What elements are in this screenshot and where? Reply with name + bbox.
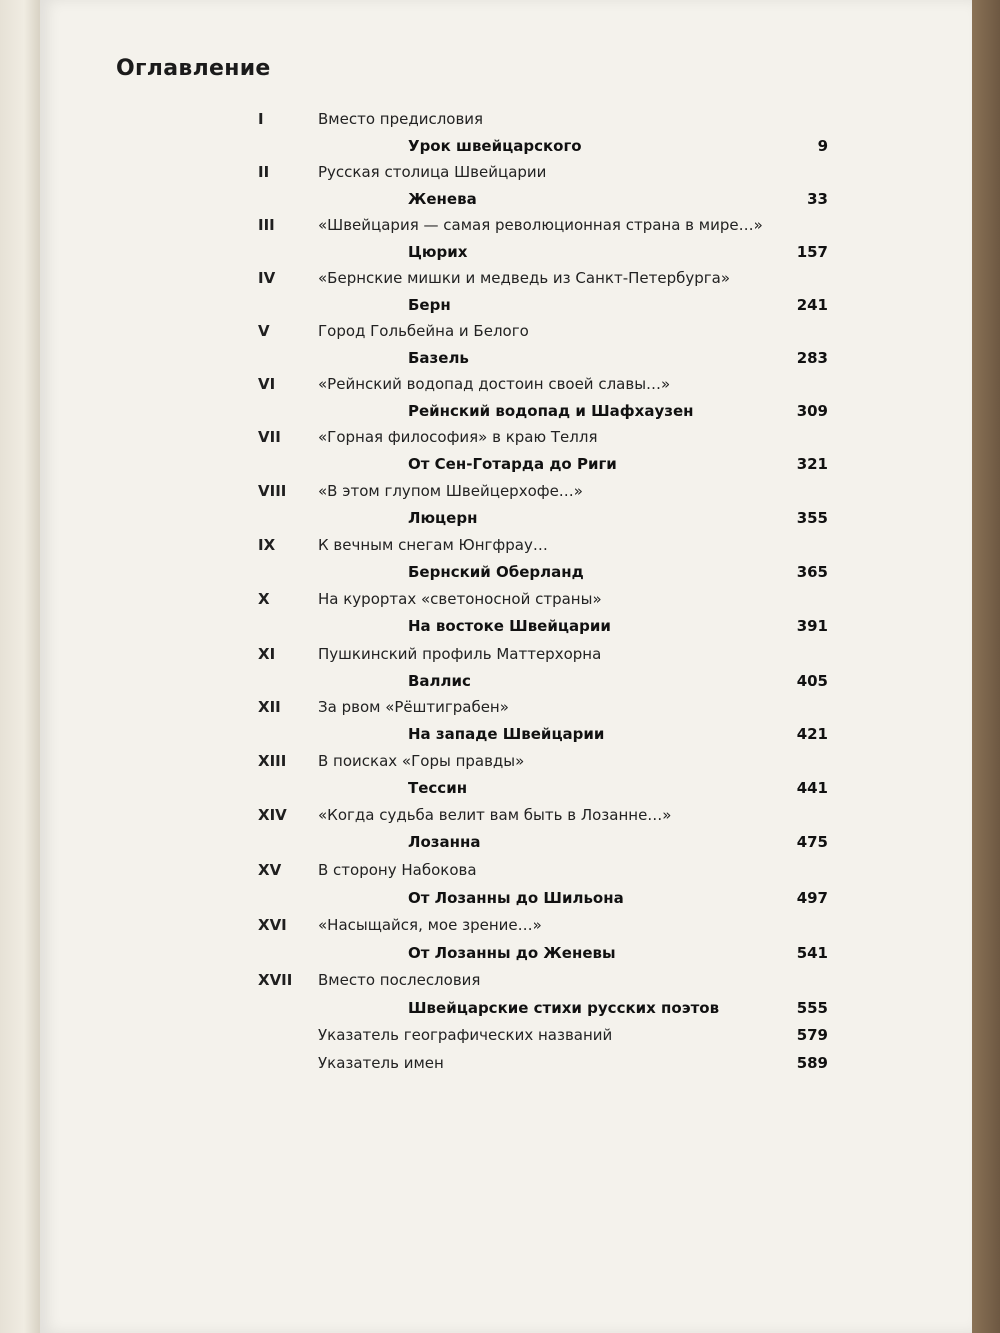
chapter-title: От Лозанны до Шильона (408, 889, 624, 907)
part-numeral: XVI (258, 916, 287, 934)
part-title: Вместо предисловия (318, 110, 484, 128)
toc-index-row (40, 1054, 972, 1080)
left-page-edge (0, 0, 40, 1333)
table-of-contents (40, 0, 972, 1333)
part-title: «В этом глупом Швейцерхофе…» (318, 482, 583, 500)
part-title: Русская столица Швейцарии (318, 163, 547, 181)
part-title: «Когда судьба велит вам быть в Лозанне…» (318, 806, 672, 824)
toc-chapter-row (40, 889, 972, 915)
toc-chapter-row (40, 243, 972, 269)
chapter-title: Швейцарские стихи русских поэтов (408, 999, 720, 1017)
toc-part-row (40, 971, 972, 997)
toc-part-row (40, 752, 972, 778)
chapter-title: Базель (408, 349, 469, 367)
page-number: 391 (796, 617, 828, 635)
chapter-title: От Сен-Готарда до Риги (408, 455, 617, 473)
part-title: К вечным снегам Юнгфрау… (318, 536, 548, 554)
toc-chapter-row (40, 725, 972, 751)
page-number: 475 (796, 833, 828, 851)
part-numeral: VII (258, 428, 281, 446)
part-numeral: II (258, 163, 270, 181)
part-numeral: V (258, 322, 270, 340)
part-numeral: X (258, 590, 270, 608)
chapter-title: Женева (408, 190, 477, 208)
toc-chapter-row (40, 563, 972, 589)
toc-chapter-row (40, 137, 972, 163)
page-number: 555 (796, 999, 828, 1017)
toc-part-row (40, 269, 972, 295)
part-numeral: VIII (258, 482, 287, 500)
toc-part-row (40, 428, 972, 454)
part-title: «Насыщайся, мое зрение…» (318, 916, 542, 934)
page-number: 9 (817, 137, 828, 155)
part-title: За рвом «Рёштиграбен» (318, 698, 509, 716)
page-number: 441 (796, 779, 828, 797)
toc-part-row (40, 536, 972, 562)
toc-part-row (40, 916, 972, 942)
page-number: 33 (807, 190, 828, 208)
chapter-title: На востоке Швейцарии (408, 617, 611, 635)
toc-chapter-row (40, 833, 972, 859)
page-number: 309 (796, 402, 828, 420)
page-number: 157 (796, 243, 828, 261)
page-title: Оглавление (116, 56, 271, 81)
toc-chapter-row (40, 672, 972, 698)
index-title: Указатель имен (318, 1054, 444, 1072)
table-surface (972, 0, 1000, 1333)
part-numeral: VI (258, 375, 276, 393)
toc-chapter-row (40, 190, 972, 216)
chapter-title: Валлис (408, 672, 471, 690)
toc-chapter-row (40, 296, 972, 322)
toc-index-row (40, 1026, 972, 1052)
toc-part-row (40, 861, 972, 887)
part-numeral: I (258, 110, 264, 128)
page-number: 579 (796, 1026, 828, 1044)
toc-part-row (40, 698, 972, 724)
toc-part-row (40, 216, 972, 242)
chapter-title: Рейнский водопад и Шафхаузен (408, 402, 694, 420)
part-title: «Швейцария — самая революционная страна в мире…» (318, 216, 763, 234)
chapter-title: От Лозанны до Женевы (408, 944, 616, 962)
chapter-title: Цюрих (408, 243, 468, 261)
part-numeral: XV (258, 861, 282, 879)
toc-chapter-row (40, 402, 972, 428)
part-numeral: XII (258, 698, 281, 716)
part-title: Вместо послесловия (318, 971, 481, 989)
page-number: 589 (796, 1054, 828, 1072)
page-number: 365 (796, 563, 828, 581)
part-title: «Горная философия» в краю Телля (318, 428, 598, 446)
part-title: Город Гольбейна и Белого (318, 322, 529, 340)
toc-chapter-row (40, 779, 972, 805)
page-number: 405 (796, 672, 828, 690)
chapter-title: На западе Швейцарии (408, 725, 605, 743)
part-title: В сторону Набокова (318, 861, 477, 879)
part-title: На курортах «светоносной страны» (318, 590, 602, 608)
part-numeral: IX (258, 536, 276, 554)
toc-chapter-row (40, 349, 972, 375)
toc-part-row (40, 590, 972, 616)
toc-chapter-row (40, 509, 972, 535)
page-number: 283 (796, 349, 828, 367)
chapter-title: Люцерн (408, 509, 478, 527)
toc-part-row (40, 322, 972, 348)
page-number: 497 (796, 889, 828, 907)
toc-part-row (40, 482, 972, 508)
chapter-title: Бернский Оберланд (408, 563, 584, 581)
chapter-title: Берн (408, 296, 451, 314)
part-title: «Бернские мишки и медведь из Санкт-Петербурга» (318, 269, 730, 287)
part-title: «Рейнский водопад достоин своей славы…» (318, 375, 671, 393)
toc-part-row (40, 645, 972, 671)
page-number: 241 (796, 296, 828, 314)
part-title: Пушкинский профиль Маттерхорна (318, 645, 602, 663)
toc-chapter-row (40, 455, 972, 481)
page-number: 321 (796, 455, 828, 473)
part-numeral: XIV (258, 806, 287, 824)
part-numeral: III (258, 216, 275, 234)
book-page (40, 0, 972, 1333)
toc-part-row (40, 163, 972, 189)
chapter-title: Тессин (408, 779, 468, 797)
part-numeral: XVII (258, 971, 293, 989)
chapter-title: Урок швейцарского (408, 137, 582, 155)
part-numeral: XI (258, 645, 276, 663)
toc-chapter-row (40, 944, 972, 970)
toc-part-row (40, 806, 972, 832)
toc-chapter-row (40, 617, 972, 643)
part-numeral: IV (258, 269, 276, 287)
part-title: В поисках «Горы правды» (318, 752, 525, 770)
toc-part-row (40, 110, 972, 136)
part-numeral: XIII (258, 752, 287, 770)
index-title: Указатель географических названий (318, 1026, 613, 1044)
page-number: 421 (796, 725, 828, 743)
toc-chapter-row (40, 999, 972, 1025)
chapter-title: Лозанна (408, 833, 481, 851)
toc-part-row (40, 375, 972, 401)
page-number: 355 (796, 509, 828, 527)
page-number: 541 (796, 944, 828, 962)
